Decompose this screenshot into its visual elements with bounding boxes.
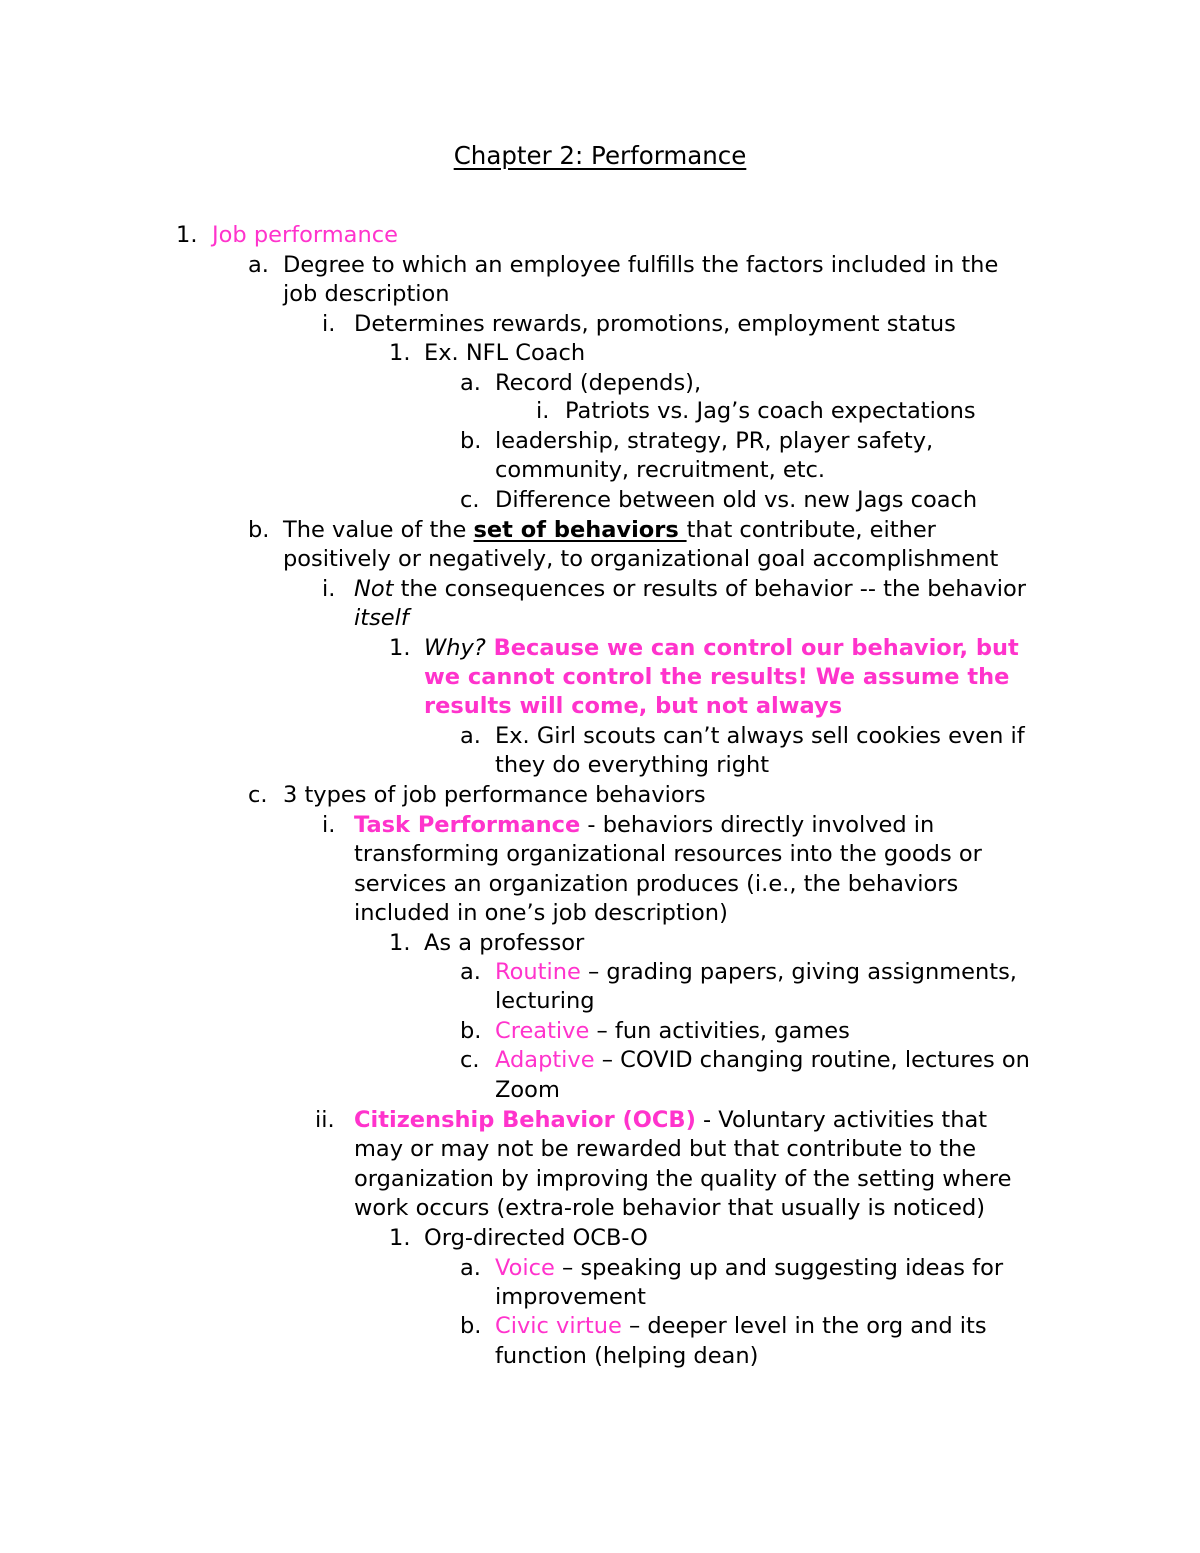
list-marker: b. bbox=[460, 1313, 482, 1339]
list-text bbox=[283, 515, 936, 545]
text-run: - Voluntary activities that bbox=[695, 1107, 988, 1133]
list-marker: b. bbox=[248, 517, 270, 543]
list-marker: a. bbox=[248, 252, 269, 278]
list-marker: 1. bbox=[176, 222, 198, 248]
list-text bbox=[354, 574, 1026, 604]
term-label: Routine bbox=[495, 959, 581, 985]
list-marker: a. bbox=[460, 1255, 481, 1281]
list-text: may or may not be rewarded but that contribute to the bbox=[354, 1136, 977, 1162]
list-marker: 1. bbox=[389, 1225, 411, 1251]
list-text: function (helping dean) bbox=[495, 1343, 759, 1369]
list-text bbox=[495, 957, 1017, 987]
text-run: The value of the bbox=[283, 517, 474, 543]
list-marker: i. bbox=[322, 576, 336, 602]
text-run: – COVID changing routine, lectures on bbox=[594, 1047, 1030, 1073]
list-marker: a. bbox=[460, 959, 481, 985]
text-run: the consequences or results of behavior -- the behavior bbox=[393, 576, 1027, 602]
list-text: itself bbox=[354, 605, 409, 631]
text-run: – speaking up and suggesting ideas for bbox=[554, 1255, 1004, 1281]
list-text: Ex. Girl scouts can’t always sell cookies even if bbox=[495, 723, 1025, 749]
list-marker: b. bbox=[460, 1018, 482, 1044]
list-marker: c. bbox=[248, 782, 268, 808]
list-text: they do everything right bbox=[495, 752, 770, 778]
list-text: job description bbox=[283, 281, 450, 307]
highlight-text: results will come, but not always bbox=[424, 693, 843, 719]
text-run: - behaviors directly involved in bbox=[580, 812, 935, 838]
text-run: – deeper level in the org and its bbox=[621, 1313, 987, 1339]
list-text: positively or negatively, to organizational goal accomplishment bbox=[283, 546, 999, 572]
list-marker: a. bbox=[460, 723, 481, 749]
list-text bbox=[424, 633, 1019, 663]
list-text: As a professor bbox=[424, 930, 585, 956]
term-label: Civic virtue bbox=[495, 1313, 622, 1339]
list-text: Patriots vs. Jag’s coach expectations bbox=[565, 398, 976, 424]
list-marker: ii. bbox=[315, 1107, 335, 1133]
list-text bbox=[354, 1105, 987, 1135]
term-label: Adaptive bbox=[495, 1047, 595, 1073]
list-text: Ex. NFL Coach bbox=[424, 340, 586, 366]
list-marker: 1. bbox=[389, 930, 411, 956]
list-text: work occurs (extra-role behavior that usually is noticed) bbox=[354, 1195, 986, 1221]
text-run: – fun activities, games bbox=[589, 1018, 850, 1044]
highlight-text: we cannot control the results! We assume the bbox=[424, 664, 1010, 690]
text-run: that contribute, either bbox=[686, 517, 936, 543]
term-label: Creative bbox=[495, 1018, 590, 1044]
list-marker: b. bbox=[460, 428, 482, 454]
emphasis-text: Not bbox=[354, 576, 394, 602]
list-text: leadership, strategy, PR, player safety, bbox=[495, 428, 934, 454]
list-text: Degree to which an employee fulfills the factors included in the bbox=[283, 252, 999, 278]
list-marker: i. bbox=[322, 812, 336, 838]
list-text bbox=[495, 1016, 850, 1046]
list-text: 3 types of job performance behaviors bbox=[283, 782, 706, 808]
list-marker: 1. bbox=[389, 340, 411, 366]
list-text: Difference between old vs. new Jags coach bbox=[495, 487, 978, 513]
list-marker: i. bbox=[322, 311, 336, 337]
emphasis-text: set of behaviors bbox=[473, 517, 687, 543]
list-text: included in one’s job description) bbox=[354, 900, 728, 926]
term-label: Voice bbox=[495, 1255, 555, 1281]
list-marker: a. bbox=[460, 370, 481, 396]
term-label: Citizenship Behavior (OCB) bbox=[354, 1107, 696, 1133]
list-text bbox=[495, 1311, 987, 1341]
list-text: transforming organizational resources into the goods or bbox=[354, 841, 982, 867]
list-text bbox=[495, 1253, 1003, 1283]
list-text: organization by improving the quality of the setting where bbox=[354, 1166, 1012, 1192]
list-marker: c. bbox=[460, 487, 480, 513]
list-text: services an organization produces (i.e., the behaviors bbox=[354, 871, 959, 897]
list-marker: i. bbox=[536, 398, 550, 424]
section-heading: Job performance bbox=[212, 222, 398, 248]
list-marker: c. bbox=[460, 1047, 480, 1073]
list-text: Determines rewards, promotions, employment status bbox=[354, 311, 956, 337]
page-title: Chapter 2: Performance bbox=[453, 141, 747, 170]
list-text: improvement bbox=[495, 1284, 646, 1310]
list-text bbox=[495, 1045, 1030, 1075]
list-text: Zoom bbox=[495, 1077, 560, 1103]
emphasis-text: Why? bbox=[424, 635, 486, 661]
list-text bbox=[354, 810, 934, 840]
list-text: Record (depends), bbox=[495, 370, 702, 396]
text-run: – grading papers, giving assignments, bbox=[580, 959, 1017, 985]
list-text: Org-directed OCB-O bbox=[424, 1225, 648, 1251]
list-marker: 1. bbox=[389, 635, 411, 661]
highlight-text: Because we can control our behavior, but bbox=[485, 635, 1019, 661]
list-text: community, recruitment, etc. bbox=[495, 457, 826, 483]
list-text: lecturing bbox=[495, 988, 595, 1014]
term-label: Task Performance bbox=[354, 812, 581, 838]
